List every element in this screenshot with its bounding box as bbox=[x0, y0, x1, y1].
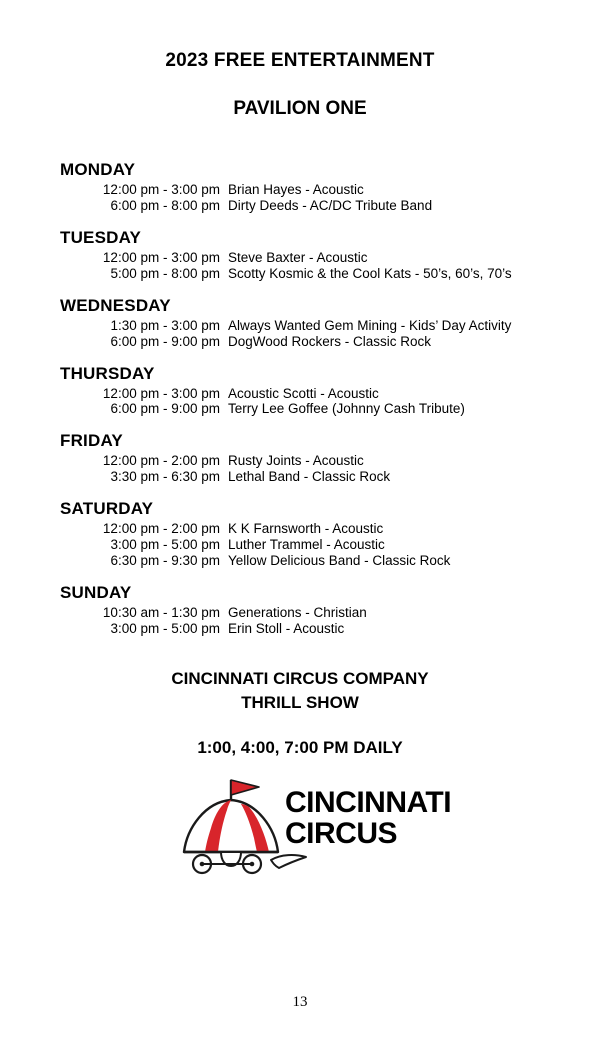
cincinnati-circus-logo bbox=[175, 776, 452, 881]
show-name: Terry Lee Goffee (Johnny Cash Tribute) bbox=[228, 401, 465, 417]
show-row bbox=[60, 318, 580, 334]
show-row bbox=[60, 453, 580, 469]
show-name: Lethal Band - Classic Rock bbox=[228, 469, 391, 485]
logo-text-line1: CINCINNATI bbox=[285, 786, 452, 820]
show-time: 6:00 pm - 8:00 pm bbox=[110, 197, 220, 213]
day-heading: SUNDAY bbox=[60, 582, 132, 602]
show-row bbox=[60, 198, 580, 214]
thrill-show-times: 1:00, 4:00, 7:00 PM DAILY bbox=[197, 738, 403, 758]
show-time: 6:30 pm - 9:30 pm bbox=[110, 553, 220, 569]
day-heading: MONDAY bbox=[60, 160, 136, 179]
show-row bbox=[60, 521, 580, 537]
show-time: 12:00 pm - 3:00 pm bbox=[102, 182, 220, 197]
show-row bbox=[60, 621, 580, 637]
day-block bbox=[60, 583, 580, 637]
show-name: Scotty Kosmic & the Cool Kats - 50’s, 60’s, 70’s bbox=[228, 265, 512, 281]
company-name-line1: CINCINNATI CIRCUS COMPANY bbox=[171, 668, 429, 688]
show-row bbox=[60, 266, 580, 282]
show-time: 12:00 pm - 3:00 pm bbox=[102, 385, 220, 401]
day-heading: SATURDAY bbox=[60, 499, 154, 519]
show-row bbox=[60, 553, 580, 569]
page-number: 13 bbox=[292, 994, 308, 1010]
show-row bbox=[60, 605, 580, 621]
show-name: K K Farnsworth - Acoustic bbox=[228, 521, 384, 537]
show-name: Generations - Christian bbox=[228, 604, 367, 620]
show-time: 10:30 am - 1:30 pm bbox=[102, 604, 220, 620]
logo-text bbox=[285, 788, 451, 850]
show-time: 12:00 pm - 3:00 pm bbox=[102, 249, 220, 265]
day-heading: FRIDAY bbox=[60, 431, 123, 451]
day-heading: WEDNESDAY bbox=[60, 295, 171, 315]
schedule-list bbox=[0, 160, 600, 637]
show-name: Erin Stoll - Acoustic bbox=[228, 620, 345, 636]
page-subtitle: PAVILION ONE bbox=[233, 98, 367, 119]
show-time: 3:00 pm - 5:00 pm bbox=[110, 537, 220, 553]
day-heading: TUESDAY bbox=[60, 227, 142, 247]
page bbox=[0, 50, 600, 1039]
day-block bbox=[60, 160, 580, 214]
show-row bbox=[60, 182, 580, 198]
show-time: 5:00 pm - 8:00 pm bbox=[110, 265, 220, 281]
show-name: Rusty Joints - Acoustic bbox=[228, 453, 364, 469]
show-name: Acoustic Scotti - Acoustic bbox=[228, 385, 379, 401]
day-block bbox=[60, 499, 580, 569]
logo-wrap bbox=[0, 776, 600, 881]
show-row bbox=[60, 250, 580, 266]
show-name: Luther Trammel - Acoustic bbox=[228, 537, 385, 553]
show-time: 12:00 pm - 2:00 pm bbox=[102, 521, 220, 537]
company-name-line2: THRILL SHOW bbox=[241, 693, 359, 713]
day-block bbox=[60, 296, 580, 350]
show-time: 12:00 pm - 2:00 pm bbox=[102, 453, 220, 469]
show-time: 3:30 pm - 6:30 pm bbox=[110, 469, 220, 485]
day-block bbox=[60, 364, 580, 418]
show-name: Yellow Delicious Band - Classic Rock bbox=[228, 553, 451, 569]
show-name: Dirty Deeds - AC/DC Tribute Band bbox=[228, 197, 433, 213]
logo-text-line2: CIRCUS bbox=[285, 817, 398, 850]
show-row bbox=[60, 469, 580, 485]
show-row bbox=[60, 334, 580, 350]
show-time: 6:00 pm - 9:00 pm bbox=[110, 333, 220, 349]
footer-block bbox=[0, 667, 600, 881]
show-name: Steve Baxter - Acoustic bbox=[228, 249, 368, 265]
show-row bbox=[60, 386, 580, 402]
day-heading: THURSDAY bbox=[60, 363, 155, 383]
page-title: 2023 FREE ENTERTAINMENT bbox=[165, 50, 435, 71]
show-row bbox=[60, 401, 580, 417]
day-block bbox=[60, 228, 580, 282]
show-name: Always Wanted Gem Mining - Kids’ Day Activity bbox=[228, 317, 512, 333]
show-name: Brian Hayes - Acoustic bbox=[228, 182, 364, 197]
show-row bbox=[60, 537, 580, 553]
day-block bbox=[60, 431, 580, 485]
show-time: 1:30 pm - 3:00 pm bbox=[110, 317, 220, 333]
show-time: 3:00 pm - 5:00 pm bbox=[110, 620, 220, 636]
show-name: DogWood Rockers - Classic Rock bbox=[228, 333, 432, 349]
show-time: 6:00 pm - 9:00 pm bbox=[110, 401, 220, 417]
